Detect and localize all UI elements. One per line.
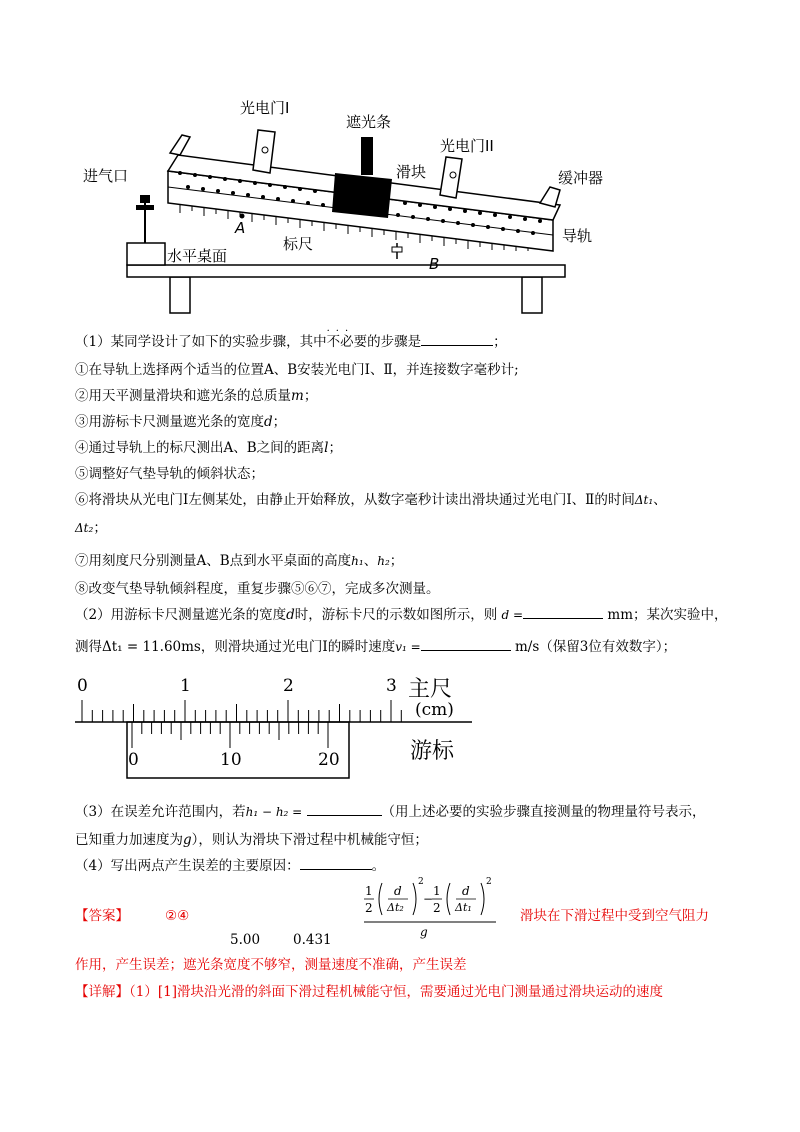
vernier-scale-10: 10 <box>220 750 242 770</box>
q3-line1: （3）在误差允许范围内，若h₁ − h₂ = （用上述必要的实验步骤直接测量的物理量符号表示， <box>75 804 706 820</box>
formula-half-num-1: 1 <box>365 884 373 898</box>
vernier-caliper-figure <box>70 672 480 787</box>
answer-formula <box>360 875 500 945</box>
q2-line2: 测得Δt₁ = 11.60ms，则滑块通过光电门Ⅰ的瞬时速度v₁ = m/s（保留3位有效数字）； <box>75 639 677 655</box>
formula-sq-1: 2 <box>418 877 424 887</box>
answer-blank-v1[interactable] <box>421 638 511 651</box>
label-point-a: A <box>235 219 246 237</box>
emphasis-dots: ··· <box>326 326 355 337</box>
formula-d-1: d <box>394 884 402 898</box>
answer-a4-cont: 作用，产生误差；遮光条宽度不够窄，测量速度不准确，产生误差 <box>75 957 467 973</box>
q1-step6-cont: Δt₂； <box>75 520 107 536</box>
q1-step8: ⑧改变气垫导轨倾斜程度，重复步骤⑤⑥⑦，完成多次测量。 <box>75 581 440 597</box>
formula-d-2: d <box>462 884 470 898</box>
main-scale-1: 1 <box>180 676 191 696</box>
answer-blank-1[interactable] <box>421 333 493 346</box>
answer-blank-d[interactable] <box>523 606 603 619</box>
q1-step7: ⑦用刻度尺分别测量A、B点到水平桌面的高度h₁、h₂； <box>75 553 404 569</box>
formula-half-den-2: 2 <box>433 901 441 915</box>
label-strip: 遮光条 <box>346 113 392 131</box>
q1-step5: ⑤调整好气垫导轨的倾斜状态； <box>75 466 264 482</box>
formula-minus: − <box>423 892 434 906</box>
answer-blank-reason[interactable] <box>300 857 372 870</box>
q3-line2: 已知重力加速度为g），则认为滑块下滑过程中机械能守恒； <box>75 832 428 848</box>
q2-line1: （2）用游标卡尺测量遮光条的宽度d时，游标卡尺的示数如图所示，则 d = mm；某次实验中， <box>75 607 728 623</box>
label-desk: 水平桌面 <box>167 247 228 265</box>
formula-dt1: Δt₁ <box>455 901 472 914</box>
formula-half-num-2: 1 <box>433 884 441 898</box>
answer-a3: 0.431 <box>293 932 332 948</box>
formula-half-den-1: 2 <box>365 901 373 915</box>
q1-step2: ②用天平测量滑块和遮光条的总质量m； <box>75 388 318 404</box>
air-track-figure <box>70 95 610 320</box>
main-scale-label: 主尺 <box>408 677 453 702</box>
label-gate1: 光电门I <box>240 99 290 117</box>
answer-a2: 5.00 <box>230 932 261 948</box>
detail-text: （1）[1]滑块沿光滑的斜面下滑过程机械能守恒，需要通过光电门测量通过滑块运动的速度 <box>129 984 663 1000</box>
formula-brackets <box>360 875 500 945</box>
label-rail: 导轨 <box>562 227 593 245</box>
formula-sq-2: 2 <box>486 877 492 887</box>
label-gate2: 光电门II <box>440 137 494 155</box>
detail-line <box>75 982 663 1002</box>
q1-step3: ③用游标卡尺测量遮光条的宽度d； <box>75 414 287 430</box>
label-buffer: 缓冲器 <box>558 169 604 187</box>
q1-intro: （1）某同学设计了如下的实验步骤，其中 ··· 不必要的步骤是 ； <box>75 332 507 352</box>
q1-step4: ④通过导轨上的标尺测出A、B之间的距离l； <box>75 440 342 456</box>
q1-step6: ⑥将滑块从光电门Ⅰ左侧某处，由静止开始释放，从数字毫秒计读出滑块通过光电门Ⅰ、Ⅱ的时间Δt₁、 <box>75 492 667 508</box>
formula-dt2: Δt₂ <box>387 901 404 914</box>
vernier-scale-label: 游标 <box>410 739 455 764</box>
vernier-scale-0: 0 <box>128 750 139 770</box>
answer-a1: ②④ <box>165 908 190 924</box>
main-scale-2: 2 <box>283 676 294 696</box>
main-scale-3: 3 <box>386 676 397 696</box>
main-scale-0: 0 <box>77 676 88 696</box>
answer-a4-start: 滑块在下滑过程中受到空气阻力 <box>520 908 709 924</box>
q4-line: （4）写出两点产生误差的主要原因： 。 <box>75 858 386 874</box>
emphasis-unnecessary: ··· 不必要 <box>327 332 368 352</box>
air-track-drawing <box>70 95 610 320</box>
label-scale: 标尺 <box>283 235 314 253</box>
detail-label: 【详解】 <box>75 984 129 1000</box>
label-point-b: B <box>429 255 440 273</box>
main-scale-unit: (cm) <box>415 700 454 720</box>
label-inlet: 进气口 <box>83 167 129 185</box>
answer-blank-h[interactable] <box>307 803 382 816</box>
formula-g: g <box>420 925 428 939</box>
answer-label: 【答案】 <box>75 908 129 924</box>
q1-step1: ①在导轨上选择两个适当的位置A、B安装光电门Ⅰ、Ⅱ，并连接数字毫秒计; <box>75 362 519 378</box>
label-slider: 滑块 <box>396 163 427 181</box>
vernier-scale-20: 20 <box>318 750 340 770</box>
